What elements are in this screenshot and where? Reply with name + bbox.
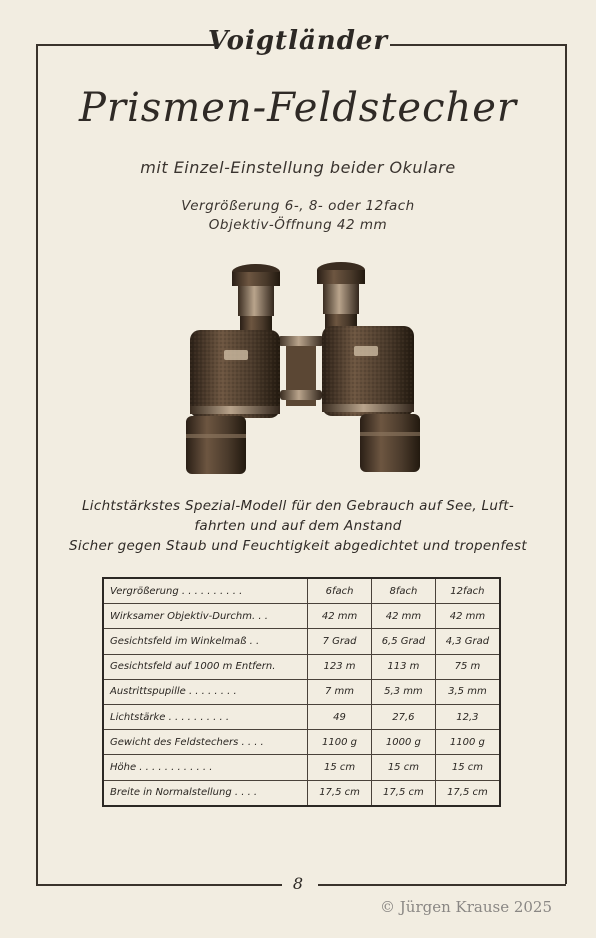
row-value: 42 mm xyxy=(435,604,500,629)
row-value: 6fach xyxy=(308,578,372,604)
subtitle: mit Einzel-Einstellung beider Okulare xyxy=(140,158,456,177)
row-value: 49 xyxy=(308,704,372,729)
row-value: 27,6 xyxy=(371,704,435,729)
specifications-table xyxy=(102,577,501,807)
brand-logo: Voigtländer xyxy=(207,26,389,56)
table-row xyxy=(103,679,500,704)
row-value: 15 cm xyxy=(435,755,500,780)
row-value: 15 cm xyxy=(308,755,372,780)
row-value: 75 m xyxy=(435,654,500,679)
row-value: 12,3 xyxy=(435,704,500,729)
row-label: Gesichtsfeld im Winkelmaß . . xyxy=(103,629,308,654)
row-value: 1100 g xyxy=(435,730,500,755)
page-title: Prismen-Feldstecher xyxy=(78,85,518,131)
row-value: 7 mm xyxy=(308,679,372,704)
table-row xyxy=(103,629,500,654)
row-value: 6,5 Grad xyxy=(371,629,435,654)
row-value: 4,3 Grad xyxy=(435,629,500,654)
table-row xyxy=(103,578,500,604)
row-label: Lichtstärke . . . . . . . . . . xyxy=(103,704,308,729)
page-number: 8 xyxy=(292,874,304,893)
copyright-notice: © Jürgen Krause 2025 xyxy=(380,898,553,916)
description-line-3: Sicher gegen Staub und Feuchtigkeit abgedichtet und tropenfest xyxy=(69,538,527,554)
row-value: 123 m xyxy=(308,654,372,679)
row-value: 17,5 cm xyxy=(435,780,500,806)
row-value: 15 cm xyxy=(371,755,435,780)
row-value: 1100 g xyxy=(308,730,372,755)
row-label: Höhe . . . . . . . . . . . . xyxy=(103,755,308,780)
row-value: 42 mm xyxy=(371,604,435,629)
table-row xyxy=(103,704,500,729)
row-value: 42 mm xyxy=(308,604,372,629)
row-label: Gewicht des Feldstechers . . . . xyxy=(103,730,308,755)
row-label: Gesichtsfeld auf 1000 m Entfern. xyxy=(103,654,308,679)
row-value: 3,5 mm xyxy=(435,679,500,704)
table-row xyxy=(103,780,500,806)
table-row xyxy=(103,755,500,780)
spec-line-magnification: Vergrößerung 6-, 8- oder 12fach xyxy=(181,198,415,214)
row-label: Vergrößerung . . . . . . . . . . xyxy=(103,578,308,604)
table-row xyxy=(103,730,500,755)
row-label: Breite in Normalstellung . . . . xyxy=(103,780,308,806)
row-label: Austrittspupille . . . . . . . . xyxy=(103,679,308,704)
row-value: 113 m xyxy=(371,654,435,679)
row-value: 8fach xyxy=(371,578,435,604)
row-value: 12fach xyxy=(435,578,500,604)
row-value: 5,3 mm xyxy=(371,679,435,704)
table-row xyxy=(103,654,500,679)
row-value: 1000 g xyxy=(371,730,435,755)
table-row xyxy=(103,604,500,629)
description-line-2: fahrten und auf dem Anstand xyxy=(194,518,402,534)
description-line-1: Lichtstärkstes Spezial-Modell für den Gebrauch auf See, Luft- xyxy=(81,498,514,514)
binoculars-photo xyxy=(176,258,426,480)
row-value: 17,5 cm xyxy=(371,780,435,806)
spec-line-aperture: Objektiv-Öffnung 42 mm xyxy=(208,217,388,233)
row-value: 7 Grad xyxy=(308,629,372,654)
row-value: 17,5 cm xyxy=(308,780,372,806)
row-label: Wirksamer Objektiv-Durchm. . . xyxy=(103,604,308,629)
